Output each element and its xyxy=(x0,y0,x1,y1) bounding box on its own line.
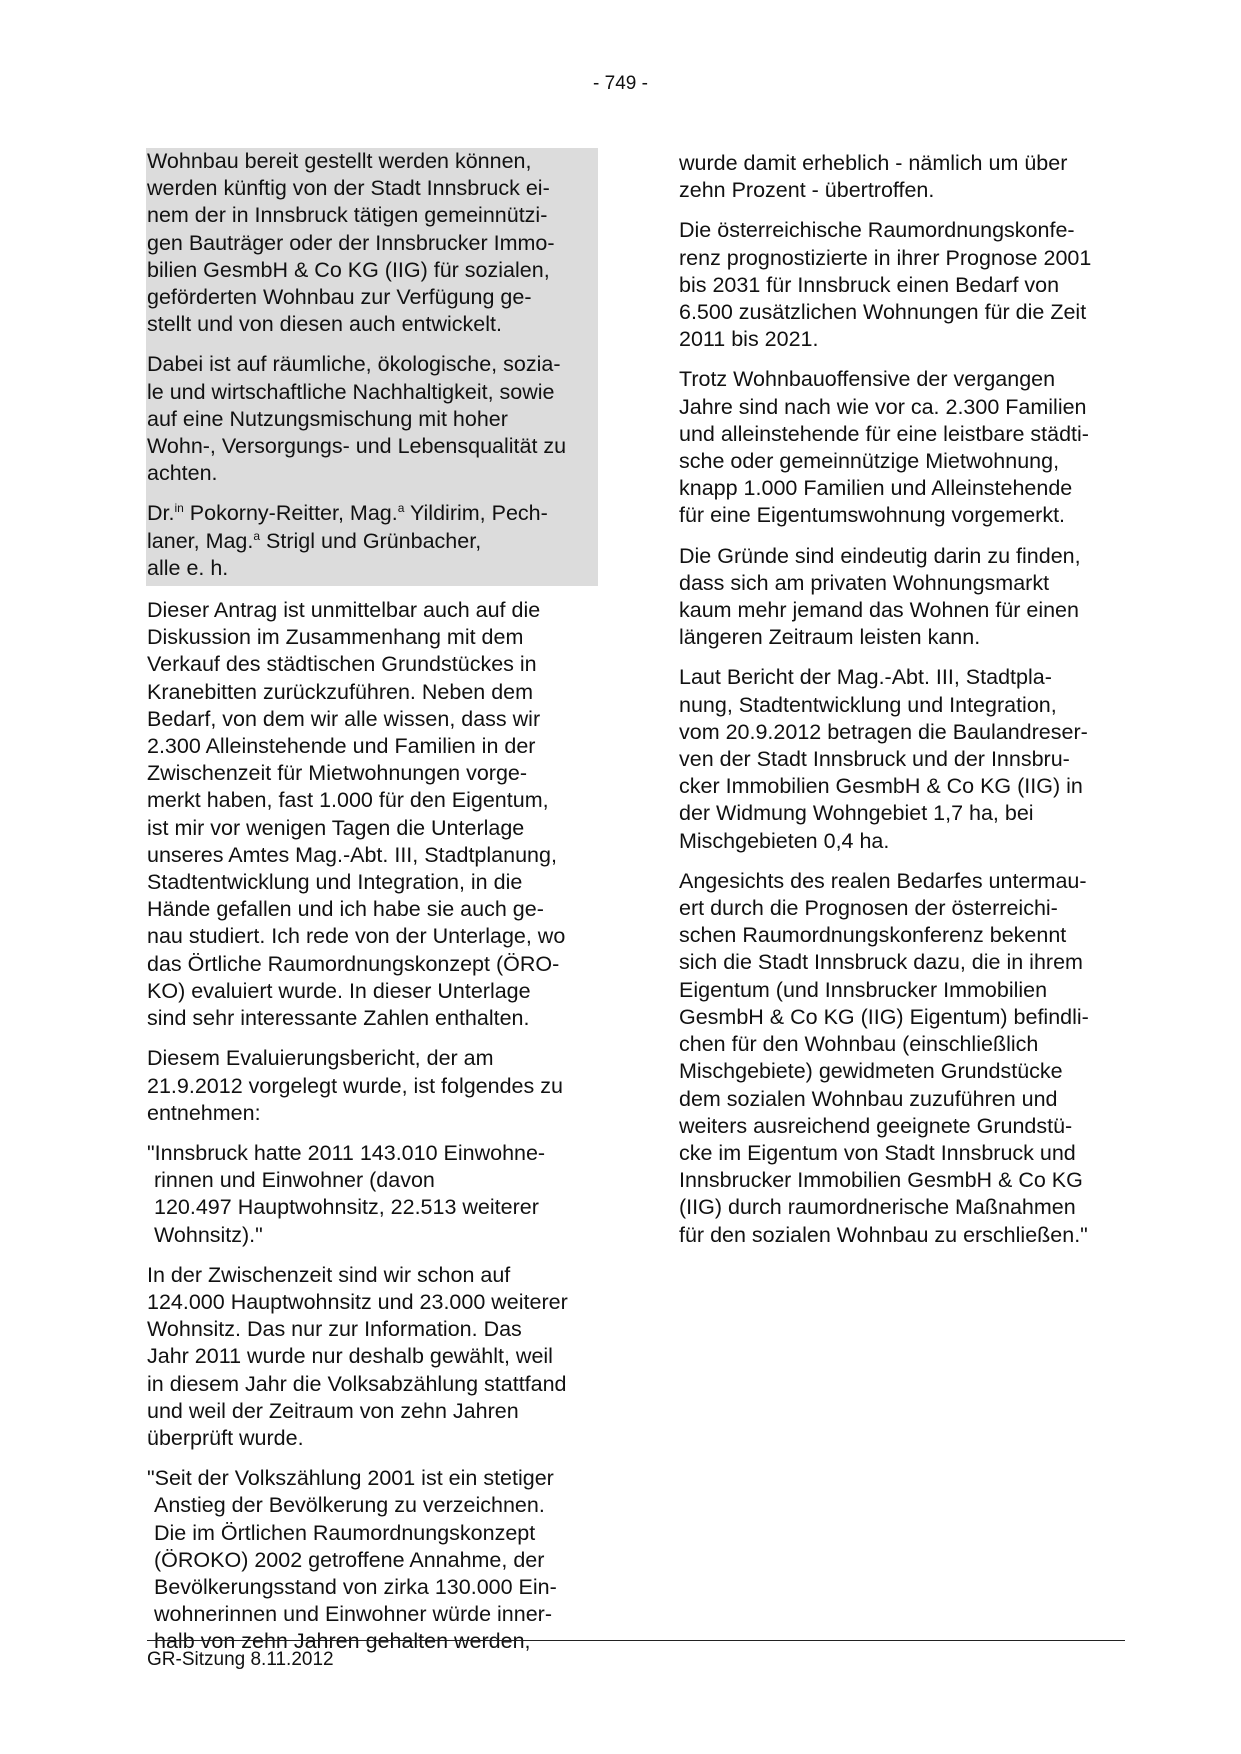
text-line: rinnen und Einwohner (davon xyxy=(154,1168,435,1193)
text-line: nem der in Innsbruck tätigen gemeinnützi- xyxy=(147,203,548,228)
text-line: (IIG) durch raumordnerische Maßnahmen xyxy=(679,1195,1076,1220)
text-line: Zwischenzeit für Mietwohnungen vorge- xyxy=(147,761,528,786)
text-line: nau studiert. Ich rede von der Unterlage, wo xyxy=(147,924,566,949)
text-line: Verkauf des städtischen Grundstückes in xyxy=(147,652,537,677)
text-line: wurde damit erheblich - nämlich um über xyxy=(679,151,1068,175)
paragraph xyxy=(679,543,1131,652)
superscript: a xyxy=(253,528,261,543)
right-column xyxy=(679,150,1131,1262)
shaded-motion-block xyxy=(146,148,598,586)
text-line: vom 20.9.2012 betragen die Baulandreser- xyxy=(679,719,1088,744)
text-line: weiters ausreichend geeignete Grundstü- xyxy=(679,1113,1073,1138)
text-line: stellt und von diesen auch entwickelt. xyxy=(147,312,502,337)
quote-block xyxy=(147,1465,599,1655)
text-line: bilien GesmbH & Co KG (IIG) für sozialen, xyxy=(147,257,550,282)
text-line: Bedarf, von dem wir alle wissen, dass wir xyxy=(147,706,541,731)
text-line xyxy=(147,528,598,555)
text-line: dem sozialen Wohnbau zuzuführen und xyxy=(679,1086,1058,1111)
text-line: dass sich am privaten Wohnungsmarkt xyxy=(679,570,1050,595)
paragraph xyxy=(679,366,1131,529)
text-line: auf eine Nutzungsmischung mit hoher xyxy=(147,406,508,431)
text-line: Wohnbau bereit gestellt werden können, xyxy=(147,149,532,173)
text-line: alle e. h. xyxy=(147,555,229,580)
text-line: halb von zehn Jahren gehalten werden, xyxy=(154,1629,531,1654)
text-line: für eine Eigentumswohnung vorgemerkt. xyxy=(679,503,1066,528)
text-line: Hände gefallen und ich habe sie auch ge- xyxy=(147,897,544,922)
text-line: sche oder gemeinnützige Mietwohnung, xyxy=(679,449,1060,474)
text-line: Diesem Evaluierungsbericht, der am xyxy=(147,1046,494,1071)
name-text: laner, Mag. xyxy=(147,528,254,553)
text-line: werden künftig von der Stadt Innsbruck ei- xyxy=(147,176,550,201)
quote-block xyxy=(147,1140,599,1249)
paragraph xyxy=(679,868,1131,1249)
text-line: Laut Bericht der Mag.-Abt. III, Stadtpla- xyxy=(679,665,1052,690)
text-line: sich die Stadt Innsbruck dazu, die in ihrem xyxy=(679,950,1083,975)
footer-divider xyxy=(147,1640,1125,1641)
text-line: Diskussion im Zusammenhang mit dem xyxy=(147,625,524,650)
page-number: - 749 - xyxy=(593,73,648,94)
text-line: 2.300 Alleinstehende und Familien in der xyxy=(147,734,536,759)
text-line: In der Zwischenzeit sind wir schon auf xyxy=(147,1262,511,1287)
text-line: Angesichts des realen Bedarfes untermau- xyxy=(679,868,1087,893)
text-line: Wohnsitz. Das nur zur Information. Das xyxy=(147,1317,522,1342)
text-line: renz prognostizierte in ihrer Prognose 2001 xyxy=(679,245,1092,270)
text-line: chen für den Wohnbau (einschließlich xyxy=(679,1032,1039,1057)
text-line: ven der Stadt Innsbruck und der Innsbru- xyxy=(679,747,1070,772)
text-line: ert durch die Prognosen der österreichi- xyxy=(679,896,1058,921)
text-line: Dabei ist auf räumliche, ökologische, sozia- xyxy=(147,352,561,377)
text-line: le und wirtschaftliche Nachhaltigkeit, sowie xyxy=(147,379,555,404)
paragraph xyxy=(679,664,1131,854)
text-line: und alleinstehende für eine leistbare städti- xyxy=(679,421,1089,446)
paragraph xyxy=(147,597,599,1032)
paragraph xyxy=(147,1262,599,1452)
text-line: Mischgebieten 0,4 ha. xyxy=(679,828,890,853)
text-line: Anstieg der Bevölkerung zu verzeichnen. xyxy=(154,1493,545,1518)
text-line: wohnerinnen und Einwohner würde inner- xyxy=(154,1602,553,1627)
text-line: der Widmung Wohngebiet 1,7 ha, bei xyxy=(679,801,1034,826)
text-line: GesmbH & Co KG (IIG) Eigentum) befindli- xyxy=(679,1004,1089,1029)
text-line: cker Immobilien GesmbH & Co KG (IIG) in xyxy=(679,774,1083,799)
text-line: ist mir vor wenigen Tagen die Unterlage xyxy=(147,815,525,840)
text-line: nung, Stadtentwicklung und Integration, xyxy=(679,692,1057,717)
paragraph xyxy=(679,217,1131,353)
paragraph xyxy=(147,148,598,351)
text-line: Innsbrucker Immobilien GesmbH & Co KG xyxy=(679,1168,1083,1193)
text-line: sind sehr interessante Zahlen enthalten. xyxy=(147,1006,530,1031)
text-line: 6.500 zusätzlichen Wohnungen für die Zeit xyxy=(679,300,1087,325)
text-line: Jahr 2011 wurde nur deshalb gewählt, weil xyxy=(147,1344,553,1369)
text-line: KO) evaluiert wurde. In dieser Unterlage xyxy=(147,978,531,1003)
text-line xyxy=(147,500,598,527)
text-line: in diesem Jahr die Volksabzählung stattfand xyxy=(147,1371,567,1396)
paragraph xyxy=(679,150,1131,204)
superscript: a xyxy=(397,501,405,516)
text-line: "Seit der Volkszählung 2001 ist ein stetiger xyxy=(147,1466,554,1491)
text-line: längeren Zeitraum leisten kann. xyxy=(679,625,981,650)
text-line: 120.497 Hauptwohnsitz, 22.513 weiterer xyxy=(154,1195,539,1220)
text-line: entnehmen: xyxy=(147,1100,261,1125)
text-line: Eigentum (und Innsbrucker Immobilien xyxy=(679,977,1048,1002)
paragraph xyxy=(147,351,598,500)
text-line: Stadtentwicklung und Integration, in die xyxy=(147,870,523,895)
text-line: Wohn-, Versorgungs- und Lebensqualität zu xyxy=(147,434,567,459)
text-line: 124.000 Hauptwohnsitz und 23.000 weiterer xyxy=(147,1289,568,1314)
signatories xyxy=(147,500,598,586)
name-text: Yildirim, Pech- xyxy=(404,501,548,526)
text-line: gen Bauträger oder der Innsbrucker Immo- xyxy=(147,230,555,255)
text-line: das Örtliche Raumordnungskonzept (ÖRO- xyxy=(147,951,560,976)
text-line: bis 2031 für Innsbruck einen Bedarf von xyxy=(679,272,1060,297)
text-line: unseres Amtes Mag.-Abt. III, Stadtplanung, xyxy=(147,842,557,867)
text-line: geförderten Wohnbau zur Verfügung ge- xyxy=(147,285,532,310)
text-line: Jahre sind nach wie vor ca. 2.300 Familien xyxy=(679,394,1087,419)
text-line: schen Raumordnungskonferenz bekennt xyxy=(679,923,1067,948)
text-line: achten. xyxy=(147,461,218,486)
text-line: zehn Prozent - übertroffen. xyxy=(679,178,935,203)
left-column xyxy=(147,148,599,1669)
text-line: Dieser Antrag ist unmittelbar auch auf die xyxy=(147,598,541,623)
text-line: Wohnsitz)." xyxy=(154,1222,263,1247)
text-line: kaum mehr jemand das Wohnen für einen xyxy=(679,598,1079,623)
title-dr: Dr. xyxy=(147,501,175,526)
footer-session-label: GR-Sitzung 8.11.2012 xyxy=(147,1649,334,1670)
superscript: in xyxy=(174,501,184,516)
text-line: knapp 1.000 Familien und Alleinstehende xyxy=(679,476,1073,501)
name-text: Pokorny-Reitter, Mag. xyxy=(183,501,398,526)
text-line: "Innsbruck hatte 2011 143.010 Einwohne- xyxy=(147,1140,546,1165)
text-line: und weil der Zeitraum von zehn Jahren xyxy=(147,1398,519,1423)
text-line: überprüft wurde. xyxy=(147,1425,304,1450)
text-line: Trotz Wohnbauoffensive der vergangen xyxy=(679,367,1056,392)
text-line: Kranebitten zurückzuführen. Neben dem xyxy=(147,679,534,704)
paragraph xyxy=(147,1045,599,1127)
name-text: Strigl und Grünbacher, xyxy=(260,528,482,553)
text-line: Mischgebiete) gewidmeten Grundstücke xyxy=(679,1059,1063,1084)
text-line: merkt haben, fast 1.000 für den Eigentum, xyxy=(147,788,549,813)
text-line: Die im Örtlichen Raumordnungskonzept xyxy=(154,1520,536,1545)
text-line: für den sozialen Wohnbau zu erschließen." xyxy=(679,1222,1088,1247)
text-line: 21.9.2012 vorgelegt wurde, ist folgendes zu xyxy=(147,1073,563,1098)
text-line: Die österreichische Raumordnungskonfe- xyxy=(679,218,1075,243)
text-line: Bevölkerungsstand von zirka 130.000 Ein- xyxy=(154,1574,557,1599)
text-line: Die Gründe sind eindeutig darin zu finden, xyxy=(679,543,1081,568)
text-line: 2011 bis 2021. xyxy=(679,327,819,352)
text-line: (ÖROKO) 2002 getroffene Annahme, der xyxy=(154,1547,545,1572)
text-line: cke im Eigentum von Stadt Innsbruck und xyxy=(679,1140,1076,1165)
